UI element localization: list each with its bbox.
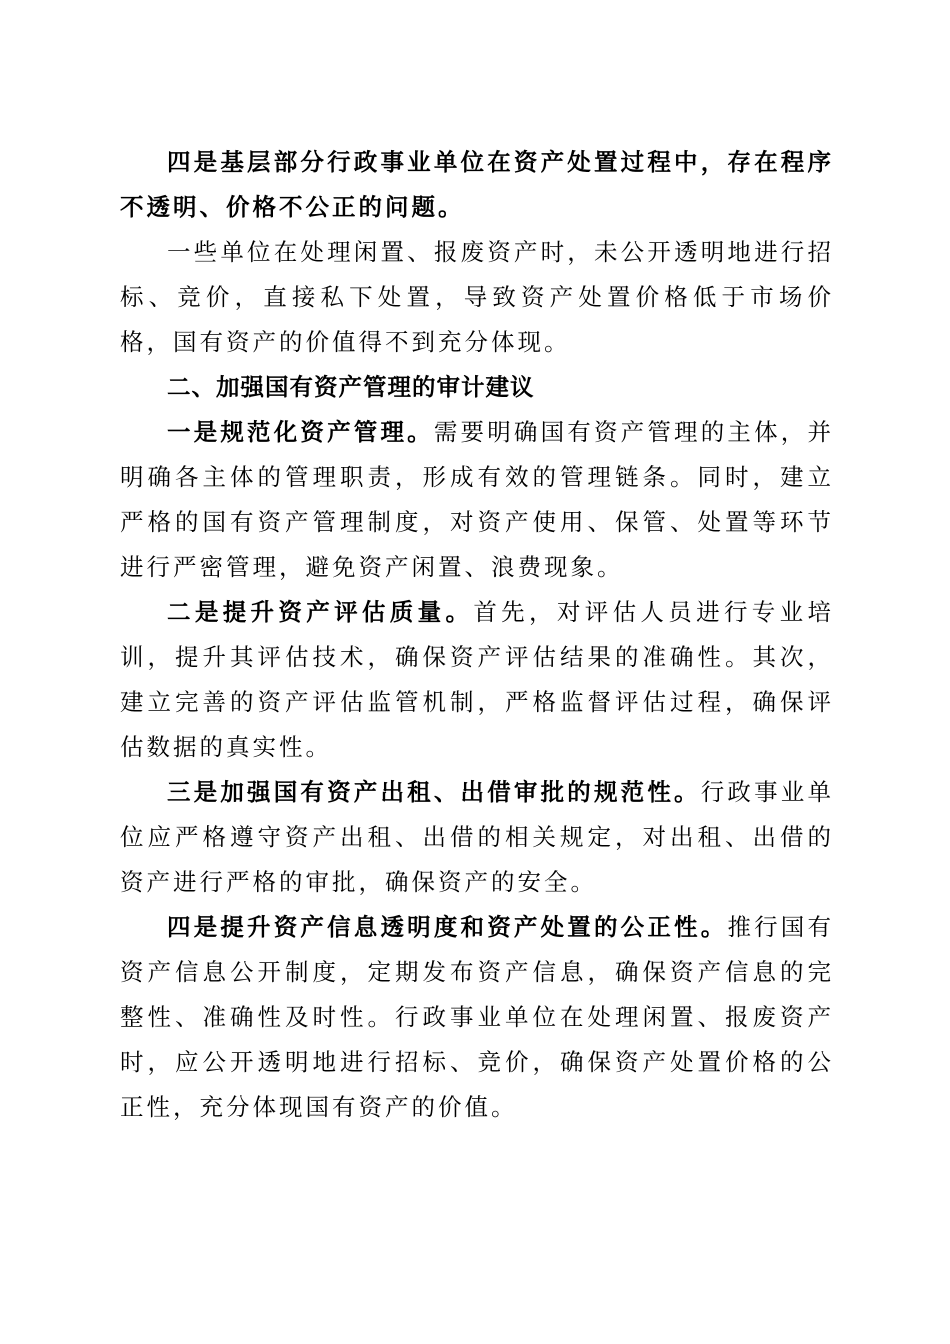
suggestion-three — [120, 770, 834, 905]
suggestion-lead: 三是加强国有资产出租、出借审批的规范性。 — [167, 778, 701, 806]
suggestion-text: 推行国有资产信息公开制度，定期发布资产信息，确保资产信息的完整性、准确性及时性。行政事业单位在处理闲置、报废资产时，应公开透明地进行招标、竞价，确保资产处置价格的公正性，充分体现国有资产的价值。 — [120, 913, 834, 1121]
suggestion-two — [120, 590, 834, 770]
suggestion-text: 行政事业单位应严格遵守资产出租、出借的相关规定，对出租、出借的资产进行严格的审批，确保资产的安全。 — [120, 778, 834, 896]
paragraph-text: 一些单位在处理闲置、报废资产时，未公开透明地进行招标、竞价，直接私下处置，导致资产处置价格低于市场价格，国有资产的价值得不到充分体现。 — [120, 238, 834, 356]
section-heading: 二、加强国有资产管理的审计建议 — [167, 373, 535, 401]
suggestion-one — [120, 410, 834, 590]
suggestion-text: 首先，对评估人员进行专业培训，提升其评估技术，确保资产评估结果的准确性。其次，建立完善的资产评估监管机制，严格监督评估过程，确保评估数据的真实性。 — [120, 598, 835, 761]
suggestion-lead: 一是规范化资产管理。 — [167, 418, 434, 446]
paragraph-issue-four — [120, 140, 834, 230]
paragraph-lead: 四是基层部分行政事业单位在资产处置过程中，存在程序不透明、价格不公正的问题。 — [120, 148, 834, 221]
suggestion-four — [120, 905, 834, 1130]
paragraph-issue-detail — [120, 230, 834, 365]
suggestion-lead: 二是提升资产评估质量。 — [167, 598, 474, 626]
suggestion-text: 需要明确国有资产管理的主体，并明确各主体的管理职责，形成有效的管理链条。同时，建立严格的国有资产管理制度，对资产使用、保管、处置等环节进行严密管理，避免资产闲置、浪费现象。 — [120, 418, 834, 581]
suggestion-lead: 四是提升资产信息透明度和资产处置的公正性。 — [167, 913, 728, 941]
document-body — [120, 140, 834, 1130]
